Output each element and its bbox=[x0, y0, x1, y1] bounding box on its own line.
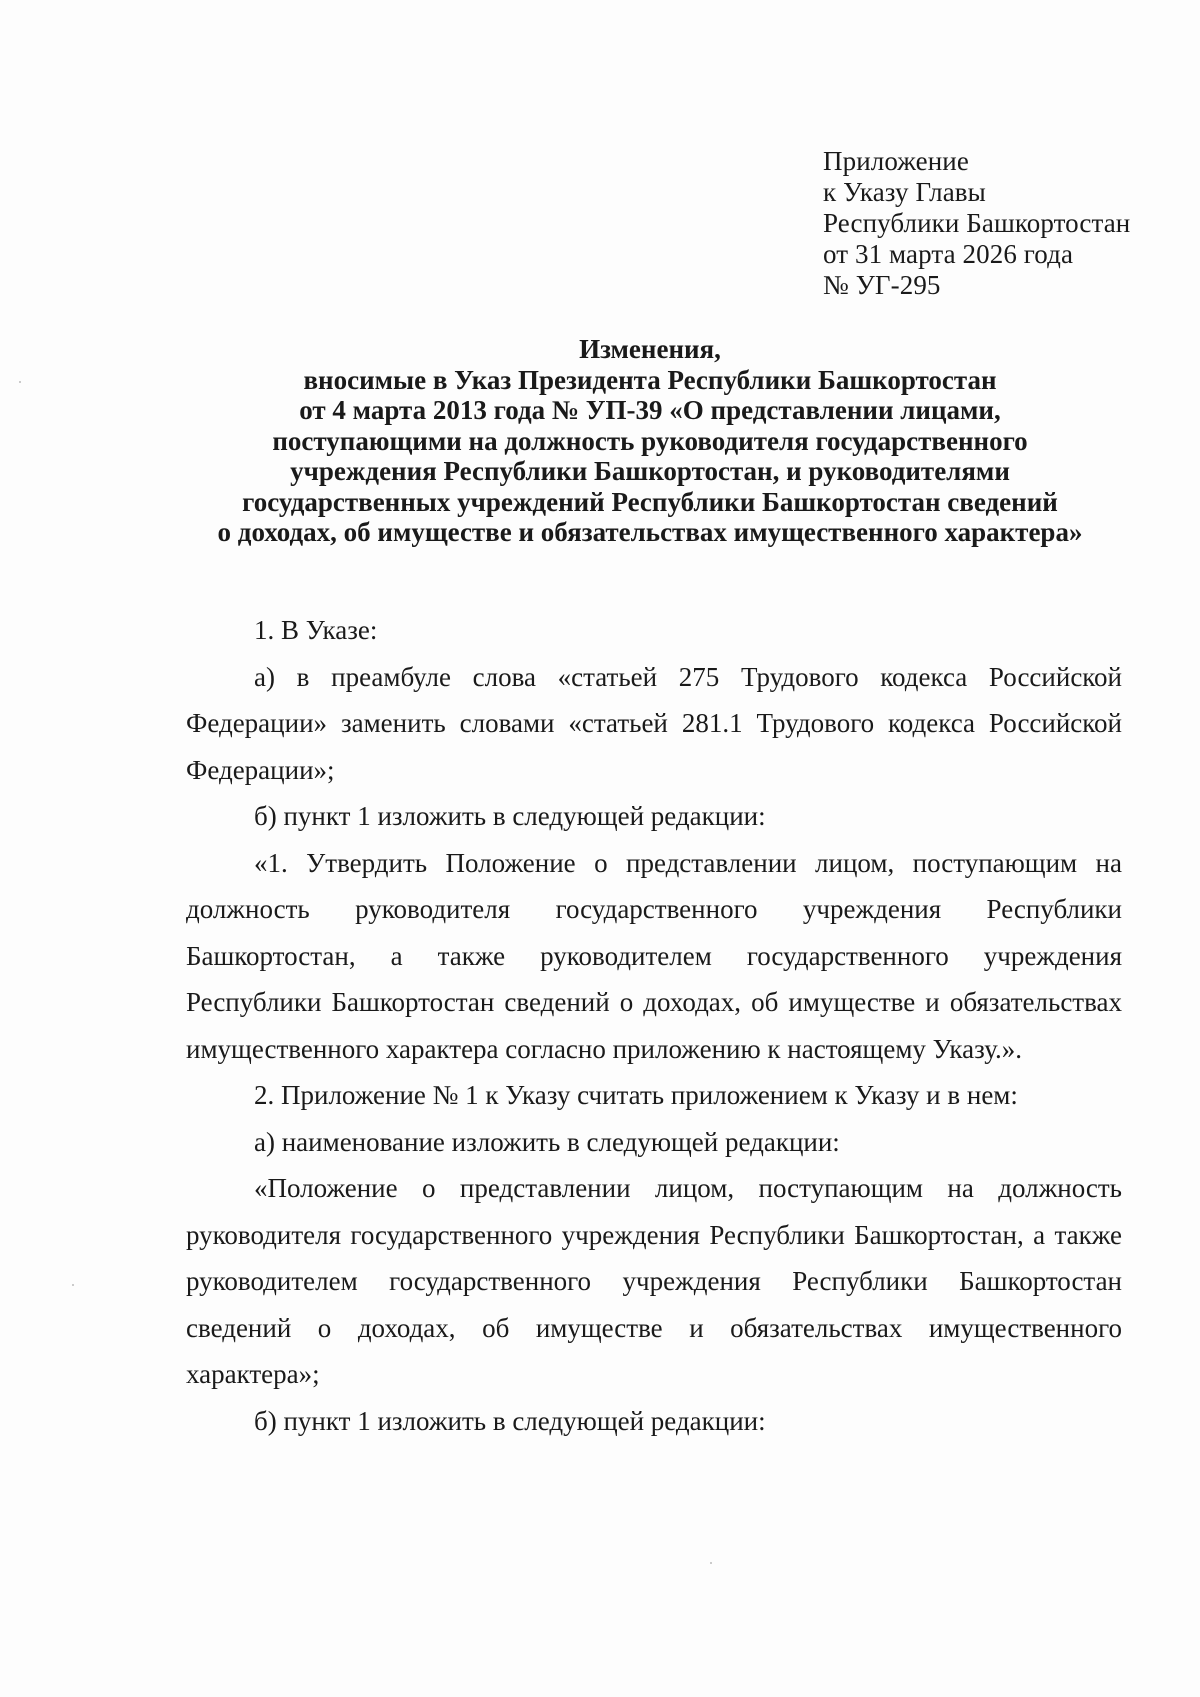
paragraph: 2. Приложение № 1 к Указу считать приложением к Указу и в нем: bbox=[254, 1080, 1018, 1110]
title-line: учреждения Республики Башкортостан, и руководителями bbox=[290, 456, 1010, 486]
paragraph: б) пункт 1 изложить в следующей редакции: bbox=[254, 801, 766, 831]
scan-speck bbox=[72, 1284, 74, 1286]
paragraph: «Положение о представлении лицом, поступающим на должность руководителя государственного учреждения Республики Башкортостан, а также руководителем государственного учреждения Республики Башкортостан сведений о доходах, об имуществе и обязательствах имущественного характера»; bbox=[186, 1173, 1122, 1389]
title-line: вносимые в Указ Президента Республики Башкортостан bbox=[303, 364, 997, 395]
annex-line: Республики Башкортостан bbox=[823, 208, 1131, 238]
title-line: государственных учреждений Республики Башкортостан сведений bbox=[242, 486, 1058, 517]
paragraph: а) в преамбуле слова «статьей 275 Трудового кодекса Российской Федерации» заменить словами «статьей 281.1 Трудового кодекса Российской Федерации»; bbox=[186, 661, 1122, 785]
annex-line: № УГ-295 bbox=[823, 270, 941, 300]
paragraph: б) пункт 1 изложить в следующей редакции: bbox=[254, 1405, 766, 1436]
title-line: о доходах, об имуществе и обязательствах имущественного характера» bbox=[217, 517, 1083, 547]
scan-speck bbox=[710, 1562, 712, 1564]
scan-speck bbox=[19, 381, 21, 383]
annex-block bbox=[823, 146, 1130, 301]
paragraph: 1. В Указе: bbox=[254, 615, 378, 645]
annex-line: Приложение bbox=[823, 146, 969, 176]
annex-line: от 31 марта 2026 года bbox=[823, 239, 1074, 269]
title-line: от 4 марта 2013 года № УП-39 «О представлении лицами, bbox=[299, 395, 1001, 425]
title-line: Изменения, bbox=[579, 334, 721, 364]
paragraph: «1. Утвердить Положение о представлении лицом, поступающим на должность руководителя государственного учреждения Республики Башкортостан, а также руководителем государственного учреждения Республики Башкортостан сведений о доходах, об имуществе и обязательствах имущественного характера согласно приложению к настоящему Указу.». bbox=[186, 847, 1122, 1064]
title-line: поступающими на должность руководителя государственного bbox=[272, 425, 1028, 456]
paragraph: а) наименование изложить в следующей редакции: bbox=[254, 1126, 840, 1157]
document-title bbox=[200, 334, 1100, 548]
annex-line: к Указу Главы bbox=[823, 177, 986, 207]
document-body bbox=[186, 607, 1122, 1444]
